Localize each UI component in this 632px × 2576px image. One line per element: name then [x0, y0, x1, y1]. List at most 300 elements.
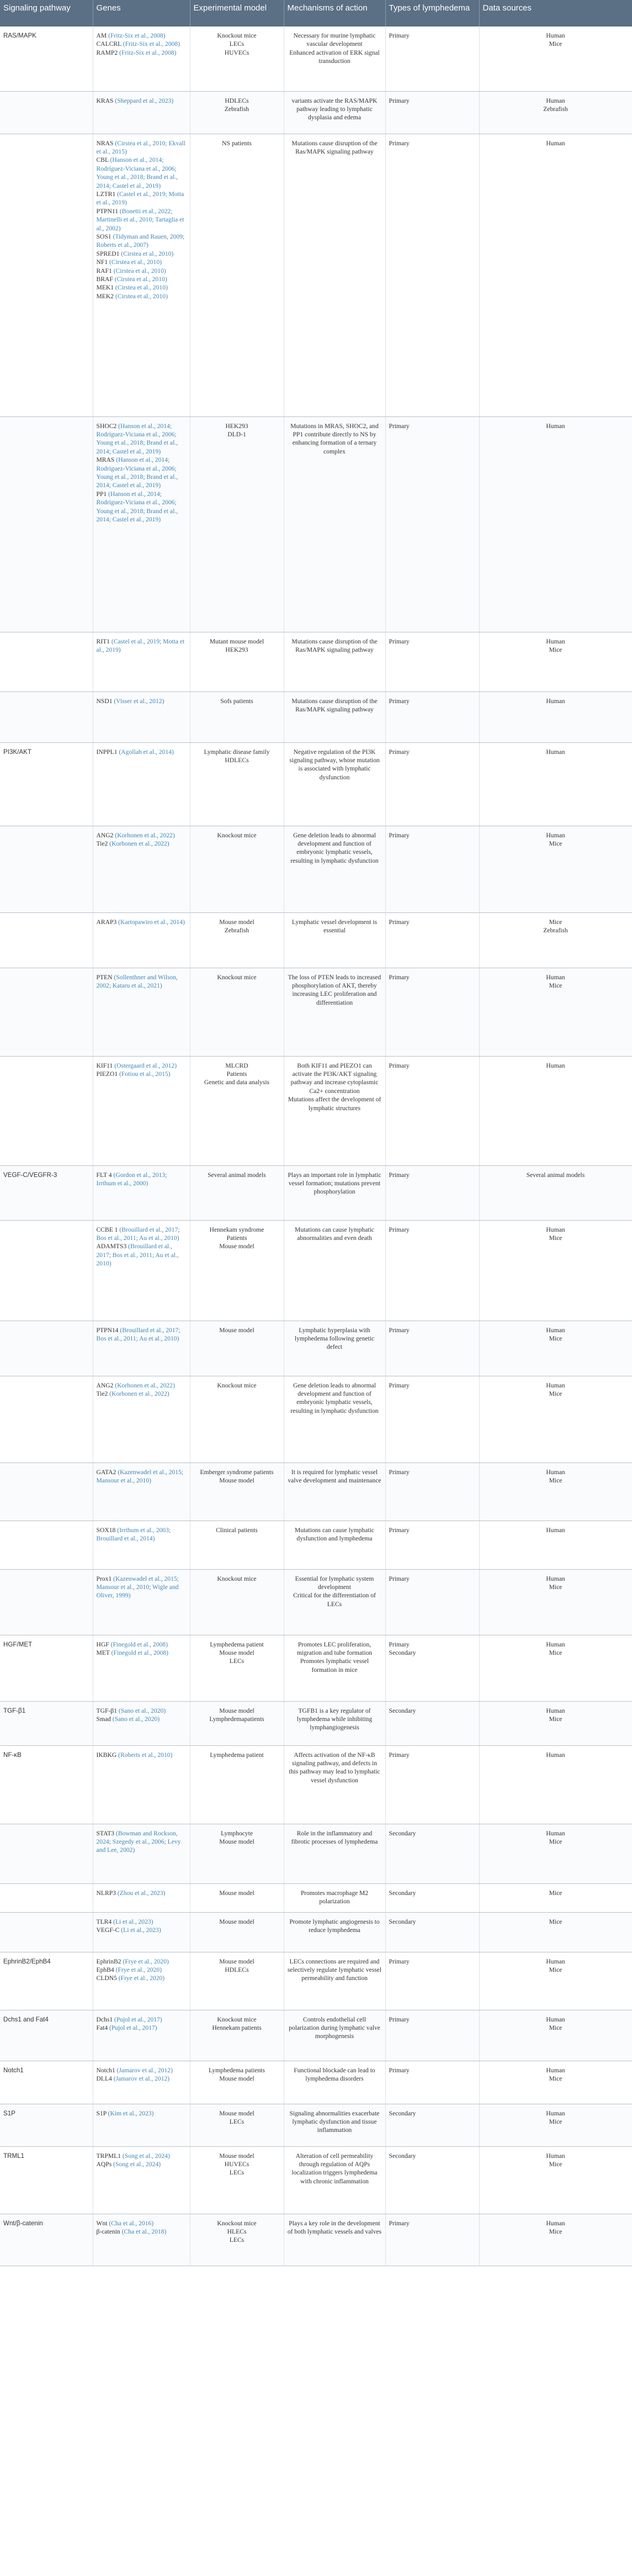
table-row: [0, 1569, 632, 1635]
cell-signaling-pathway: [0, 632, 93, 691]
cell-experimental-model: [190, 632, 284, 691]
model-item: Lymphedemapatients: [209, 1715, 264, 1723]
source-item: Human: [546, 139, 565, 147]
gene-entry: [97, 973, 187, 990]
cell-mechanism: [284, 91, 385, 134]
cell-genes: [93, 1745, 190, 1824]
cell-lymphedema-type: [385, 2146, 479, 2214]
cell-signaling-pathway: TGF-β1: [0, 1701, 93, 1745]
cell-signaling-pathway: S1P: [0, 2104, 93, 2146]
source-item: Human: [546, 1468, 565, 1476]
gene-citation-link[interactable]: (Roberts et al., 2010): [118, 1751, 173, 1759]
cell-data-sources: [479, 968, 632, 1056]
cell-data-sources: [479, 134, 632, 416]
cell-signaling-pathway: [0, 1220, 93, 1321]
cell-genes: [93, 632, 190, 691]
gene-citation-link[interactable]: (Korhonen et al., 2022): [115, 831, 175, 839]
mechanism-item: Negative regulation of the PI3K signaling pathway, whose mutation is associated with lymphatic dysfunction: [289, 748, 380, 781]
mechanism-item: Mutations cause disruption of the Ras/MAPK signaling pathway: [291, 697, 378, 713]
cell-data-sources: [479, 1701, 632, 1745]
gene-entry: [97, 2109, 187, 2118]
gene-entry: [97, 1381, 187, 1390]
mechanism-item: Mutations in MRAS, SHOC2, and PP1 contribute directly to NS by enhancing formation of a ternary complex: [290, 422, 379, 455]
source-item: Mice: [549, 40, 562, 48]
table-row: [0, 91, 632, 134]
source-item: Human: [546, 422, 565, 430]
gene-name: STAT3: [96, 1829, 115, 1837]
gene-name: KIF11: [96, 1062, 113, 1069]
gene-entry: [97, 1226, 187, 1243]
gene-entry: [97, 1649, 187, 1657]
gene-entry: [97, 1829, 187, 1855]
gene-entry: [97, 2152, 187, 2160]
type-item: Secondary: [389, 1707, 416, 1714]
source-item: Human: [546, 2066, 565, 2074]
mechanism-item: Role in the inflammatory and fibrotic processes of lymphedema: [291, 1829, 378, 1845]
cell-experimental-model: [190, 1321, 284, 1376]
gene-citation-link[interactable]: (Frye et al., 2020): [118, 1975, 165, 1982]
model-item: Knockout mice: [217, 831, 257, 839]
cell-genes: [93, 1701, 190, 1745]
gene-name: AQPs: [96, 2160, 112, 2168]
cell-genes: [93, 1463, 190, 1521]
model-item: DLD-1: [227, 430, 246, 438]
gene-citation-link[interactable]: (Fritz-Six et al., 2008): [119, 49, 177, 56]
gene-citation-link[interactable]: (Cirstea et al., 2010): [113, 267, 166, 275]
source-item: Mice: [549, 646, 562, 653]
source-item: Mice: [549, 1966, 562, 1973]
cell-data-sources: [479, 1912, 632, 1952]
mechanism-item: Plays a key role in the development of both lymphatic vessels and valves: [287, 2219, 382, 2235]
gene-name: TGF-β1: [96, 1707, 117, 1714]
cell-mechanism: [284, 2104, 385, 2146]
cell-signaling-pathway: [0, 1824, 93, 1883]
source-item: Mice: [549, 1889, 562, 1897]
model-item: Hennekam syndrome: [209, 1226, 264, 1233]
table-row: [0, 2214, 632, 2266]
model-item: Sofs patients: [220, 697, 253, 705]
gene-entry: [97, 1918, 187, 1926]
source-item: Human: [546, 32, 565, 39]
gene-citation-link[interactable]: (Irrthum et al., 2003; Brouillard et al., 2014): [96, 1526, 171, 1542]
gene-name: LZTR1: [96, 190, 116, 198]
cell-lymphedema-type: [385, 1701, 479, 1745]
gene-citation-link[interactable]: (Cirstea et al., 2010): [115, 292, 168, 300]
source-item: Human: [546, 697, 565, 705]
gene-name: AM: [96, 32, 107, 39]
gene-citation-link[interactable]: (Bowman and Rockson, 2024; Szegedy et al., 2006; Levy and Lee, 2002): [96, 1829, 181, 1854]
cell-signaling-pathway: Notch1: [0, 2061, 93, 2104]
mechanism-item: Functional blockade can lead to lymphedema disorders: [294, 2066, 375, 2082]
cell-signaling-pathway: [0, 1321, 93, 1376]
source-item: Mice: [549, 2227, 562, 2235]
cell-genes: [93, 416, 190, 632]
gene-name: ARAP3: [96, 918, 117, 926]
source-item: Human: [546, 1526, 565, 1534]
table-row: [0, 2010, 632, 2061]
type-item: Secondary: [389, 2152, 416, 2160]
cell-lymphedema-type: [385, 1952, 479, 2010]
model-item: Mouse model: [219, 1649, 254, 1656]
mechanism-item: Enhanced activation of ERK signal transduction: [289, 49, 380, 65]
gene-name: BRAF: [96, 276, 113, 283]
mechanism-item: Critical for the differentiation of LECs: [293, 1592, 376, 1608]
source-item: Human: [546, 2152, 565, 2160]
cell-data-sources: [479, 1569, 632, 1635]
gene-name: CALCRL: [96, 40, 121, 48]
gene-entry: [97, 2066, 187, 2074]
mechanism-item: Both KIF11 and PIEZO1 can activate the PI3K/AKT signaling pathway and increase cytoplasmic Ca2+ concentration: [290, 1062, 379, 1095]
gene-citation-link[interactable]: (Brouillard et al., 2017; Bos et al., 2011; Au et al., 2010): [96, 1226, 180, 1242]
gene-name: IKBKG: [96, 1751, 117, 1759]
model-item: Knockout mice: [217, 1381, 257, 1389]
table-row: [0, 416, 632, 632]
cell-mechanism: [284, 1056, 385, 1165]
cell-signaling-pathway: Wnt/β-catenin: [0, 2214, 93, 2266]
cell-genes: [93, 1824, 190, 1883]
cell-experimental-model: [190, 1701, 284, 1745]
model-item: HLECs: [227, 2227, 247, 2235]
gene-citation-link[interactable]: (Jamarov et al., 2012): [116, 2066, 173, 2074]
mechanism-item: Lymphatic vessel development is essential: [291, 918, 378, 934]
cell-lymphedema-type: [385, 1883, 479, 1912]
cell-experimental-model: [190, 826, 284, 912]
cell-lymphedema-type: [385, 912, 479, 968]
gene-citation-link[interactable]: (Sheppard et al., 2023): [115, 97, 174, 104]
type-item: Primary: [389, 1526, 410, 1534]
cell-data-sources: [479, 1463, 632, 1521]
gene-citation-link[interactable]: (Sano et al., 2020): [118, 1707, 166, 1714]
cell-lymphedema-type: [385, 2104, 479, 2146]
cell-lymphedema-type: [385, 1056, 479, 1165]
gene-citation-link[interactable]: (Cirstea et al., 2010; Ekvall et al., 2015): [96, 139, 185, 155]
gene-citation-link[interactable]: (Frye et al., 2020): [115, 1966, 162, 1973]
gene-citation-link[interactable]: (Zhou et al., 2023): [117, 1889, 166, 1897]
cell-lymphedema-type: [385, 826, 479, 912]
cell-genes: [93, 1883, 190, 1912]
gene-name: SPRED1: [96, 250, 120, 257]
mechanism-item: Promotes lymphatic vessel formation in mice: [300, 1657, 369, 1674]
cell-experimental-model: [190, 1521, 284, 1569]
gene-entry: [97, 1926, 187, 1934]
model-item: Emberger syndrome patients: [200, 1468, 274, 1476]
gene-name: EphB4: [96, 1966, 114, 1973]
model-item: MLCRD: [225, 1062, 248, 1069]
source-item: Human: [546, 973, 565, 981]
gene-citation-link[interactable]: (Finegold et al., 2008): [110, 1640, 168, 1648]
gene-entry: [97, 190, 187, 207]
cell-data-sources: [479, 1376, 632, 1463]
model-item: Lymphocyte: [221, 1829, 253, 1837]
model-item: Mouse model: [219, 2109, 254, 2117]
source-item: Mice: [549, 2118, 562, 2125]
type-item: Primary: [389, 2015, 410, 2023]
model-item: Knockout mice: [217, 973, 257, 981]
gene-entry: [97, 31, 187, 40]
gene-citation-link[interactable]: (Hanson et al., 2014; Rodríguez-Viciana et al., 2006; Young et al., 2018; Brand et al., 2014; Castel et al., 2019): [96, 422, 178, 455]
mechanism-item: The loss of PTEN leads to increased phosphorylation of AKT, thereby increasing LEC proliferation and differentiation: [288, 973, 381, 1006]
gene-citation-link[interactable]: (Fritz-Six et al., 2008): [108, 32, 166, 39]
cell-genes: [93, 968, 190, 1056]
cell-experimental-model: [190, 2214, 284, 2266]
source-item: Mice: [549, 1234, 562, 1242]
cell-lymphedema-type: [385, 1824, 479, 1883]
type-item: Secondary: [389, 1889, 416, 1897]
gene-entry: [97, 1468, 187, 1485]
gene-citation-link[interactable]: (Li et al., 2023): [121, 1926, 161, 1934]
cell-mechanism: [284, 1321, 385, 1376]
cell-genes: [93, 2146, 190, 2214]
source-item: Human: [546, 1957, 565, 1965]
gene-entry: [97, 1242, 187, 1268]
source-item: Mice: [549, 1583, 562, 1591]
gene-citation-link[interactable]: (Kim et al., 2023): [108, 2109, 154, 2117]
gene-citation-link[interactable]: (Kazenwadel et al., 2015; Mansour et al., 2010; Wigle and Oliver, 1999): [96, 1575, 179, 1600]
cell-data-sources: [479, 2104, 632, 2146]
gene-citation-link[interactable]: (Cirstea et al., 2010): [114, 276, 167, 283]
type-item: Primary: [389, 1575, 410, 1582]
gene-entry: [97, 2074, 187, 2083]
gene-citation-link[interactable]: (Fritz-Six et al., 2008): [123, 40, 180, 48]
gene-citation-link[interactable]: (Frye et al., 2020): [123, 1957, 169, 1965]
gene-citation-link[interactable]: (Korhonen et al., 2022): [115, 1381, 175, 1389]
table-row: [0, 1521, 632, 1569]
source-item: Mice: [549, 2024, 562, 2031]
gene-citation-link[interactable]: (Ostergaard et al., 2012): [114, 1062, 177, 1069]
gene-citation-link[interactable]: (Hanson et al., 2014; Rodríguez-Viciana et al., 2006; Young et al., 2018; Brand et al., 2014; Castel et al., 2019): [96, 456, 178, 489]
cell-data-sources: [479, 1883, 632, 1912]
table-row: [0, 1745, 632, 1824]
model-item: HUVECs: [224, 49, 249, 56]
source-item: Mice: [549, 1476, 562, 1484]
model-item: Lymphatic disease family: [204, 748, 270, 756]
model-item: Mouse model: [219, 1889, 254, 1897]
model-item: Mouse model: [219, 1838, 254, 1845]
gene-entry: [97, 1070, 187, 1078]
source-item: Human: [546, 2109, 565, 2117]
cell-genes: [93, 1635, 190, 1701]
model-item: LECs: [229, 2118, 245, 2125]
gene-name: FLT 4: [96, 1171, 112, 1179]
cell-experimental-model: [190, 2061, 284, 2104]
model-item: LECs: [229, 2169, 245, 2177]
gene-citation-link[interactable]: (Kazenwadel et al., 2015; Mansour et al., 2010): [96, 1468, 183, 1484]
type-item: Primary: [389, 97, 410, 104]
gene-name: RAF1: [96, 267, 112, 275]
source-item: Human: [546, 637, 565, 645]
cell-signaling-pathway: VEGF-C/VEGFR-3: [0, 1165, 93, 1220]
gene-citation-link[interactable]: (Hanson et al., 2014; Rodríguez-Viciana et al., 2006; Young et al., 2018; Brand et al., 2014; Castel et al., 2019): [96, 156, 178, 189]
header-genes: Genes: [93, 0, 190, 27]
cell-signaling-pathway: [0, 91, 93, 134]
cell-lymphedema-type: [385, 1745, 479, 1824]
gene-citation-link[interactable]: (Gordon et al., 2013; Irrthum et al., 2000): [96, 1171, 167, 1187]
cell-genes: [93, 2104, 190, 2146]
table-row: [0, 1376, 632, 1463]
cell-mechanism: [284, 1883, 385, 1912]
header-data-sources: Data sources: [479, 0, 632, 27]
gene-entry: [97, 1751, 187, 1759]
type-item: Primary: [389, 973, 410, 981]
source-item: Mice: [549, 2160, 562, 2168]
table-row: [0, 1912, 632, 1952]
cell-experimental-model: [190, 742, 284, 826]
table-row: [0, 1165, 632, 1220]
gene-citation-link[interactable]: (Brouillard et al., 2017; Bos et al., 2011; Au et al., 2010): [96, 1326, 180, 1342]
gene-name: Tie2: [96, 840, 108, 847]
cell-mechanism: [284, 2146, 385, 2214]
gene-citation-link[interactable]: (Bonetti et al., 2022; Martinelli et al., 2010; Tartaglia et al., 2002): [96, 207, 184, 232]
type-item: Primary: [389, 422, 410, 430]
type-item: Primary: [389, 2066, 410, 2074]
cell-mechanism: [284, 691, 385, 742]
cell-genes: [93, 1569, 190, 1635]
model-item: HUVECs: [224, 2160, 249, 2168]
gene-citation-link[interactable]: (Cirstea et al., 2010): [109, 258, 162, 266]
gene-citation-link[interactable]: (Hanson et al., 2014; Rodríguez-Viciana et al., 2006; Young et al., 2018; Brand et al., 2014; Castel et al., 2019): [96, 490, 178, 523]
cell-data-sources: [479, 691, 632, 742]
cell-mechanism: [284, 416, 385, 632]
source-item: Zebrafish: [543, 105, 568, 113]
table-row: [0, 912, 632, 968]
cell-lymphedema-type: [385, 1321, 479, 1376]
gene-citation-link[interactable]: (Sollenthner and Wilson, 2002; Kataru et al., 2021): [96, 973, 178, 989]
gene-citation-link[interactable]: (Jamarov et al., 2012): [113, 2074, 170, 2082]
gene-citation-link[interactable]: (Cha et al., 2016): [109, 2219, 154, 2227]
table-row: [0, 1883, 632, 1912]
source-item: Human: [546, 1226, 565, 1233]
gene-name: S1P: [96, 2109, 107, 2117]
gene-citation-link[interactable]: (Cirstea et al., 2010): [121, 250, 174, 257]
gene-entry: [97, 1062, 187, 1070]
gene-entry: [97, 490, 187, 524]
model-item: Lymphedema patients: [208, 2066, 265, 2074]
mechanism-item: Mutations cause disruption of the Ras/MAPK signaling pathway: [291, 637, 378, 653]
mechanism-item: LECs connections are required and selectively regulate lymphatic vessel permeability and function: [287, 1957, 382, 1982]
cell-genes: [93, 1912, 190, 1952]
header-experimental-model: Experimental model: [190, 0, 284, 27]
cell-data-sources: [479, 1635, 632, 1701]
gene-citation-link[interactable]: (Song et al., 2024): [122, 2152, 170, 2160]
table-row: [0, 1701, 632, 1745]
mechanism-item: It is required for lymphatic vessel valve development and maintenance: [288, 1468, 381, 1484]
model-item: HDLECs: [225, 97, 249, 104]
table-row: [0, 826, 632, 912]
gene-entry: [97, 637, 187, 654]
gene-citation-link[interactable]: (Song et al., 2024): [113, 2160, 161, 2168]
gene-entry: [97, 97, 187, 105]
gene-citation-link[interactable]: (Tidyman and Rauen, 2009; Roberts et al., 2007): [96, 233, 185, 249]
gene-name: CLDN5: [96, 1975, 117, 1982]
model-item: Mouse model: [219, 2074, 254, 2082]
source-item: Mice: [549, 918, 562, 926]
cell-genes: [93, 2061, 190, 2104]
type-item: Primary: [389, 831, 410, 839]
gene-citation-link[interactable]: (Agollah et al., 2014): [119, 748, 174, 756]
cell-genes: [93, 1521, 190, 1569]
gene-entry: [97, 1957, 187, 1966]
mechanism-item: Mutations affect the development of lymphatic structures: [288, 1096, 381, 1112]
gene-name: GATA2: [96, 1468, 116, 1476]
gene-name: EphrinB2: [96, 1957, 121, 1965]
gene-citation-link[interactable]: (Kartopawiro et al., 2014): [118, 918, 185, 926]
cell-signaling-pathway: [0, 968, 93, 1056]
cell-experimental-model: [190, 2010, 284, 2061]
gene-citation-link[interactable]: (Korhonen et al., 2022): [109, 840, 169, 847]
gene-citation-link[interactable]: (Pujol et al., 2017): [114, 2015, 162, 2023]
cell-lymphedema-type: [385, 1165, 479, 1220]
gene-name: HGF: [96, 1640, 109, 1648]
cell-mechanism: [284, 1165, 385, 1220]
gene-name: Prox1: [96, 1575, 112, 1582]
mechanism-item: Signaling abnormalities exacerbate lymphatic dysfunction and tissue inflammation: [289, 2109, 380, 2134]
gene-entry: [97, 748, 187, 756]
cell-data-sources: [479, 1952, 632, 2010]
cell-genes: [93, 91, 190, 134]
gene-name: TLR4: [96, 1918, 112, 1925]
gene-citation-link[interactable]: (Cirstea et al., 2010): [115, 284, 168, 292]
type-item: Secondary: [389, 1649, 416, 1656]
gene-name: Notch1: [96, 2066, 115, 2074]
gene-name: NLRP3: [96, 1889, 116, 1897]
gene-entry: [97, 267, 187, 275]
type-item: Primary: [389, 1381, 410, 1389]
cell-mechanism: [284, 1376, 385, 1463]
table-row: [0, 27, 632, 91]
gene-citation-link[interactable]: (Sano et al., 2020): [112, 1715, 160, 1723]
gene-citation-link[interactable]: (Cha et al., 2018): [121, 2227, 167, 2235]
cell-mechanism: [284, 1220, 385, 1321]
gene-name: β-catenin: [96, 2227, 120, 2235]
gene-citation-link[interactable]: (Pujol et al., 2017): [109, 2024, 157, 2031]
gene-citation-link[interactable]: (Finegold et al., 2008): [111, 1649, 169, 1656]
gene-name: PTPN14: [96, 1326, 119, 1334]
gene-citation-link[interactable]: (Brouillard et al., 2017; Bos et al., 2011; Au et al., 2010): [96, 1243, 179, 1268]
cell-experimental-model: [190, 1165, 284, 1220]
table-header-row: [0, 0, 632, 27]
cell-data-sources: [479, 1220, 632, 1321]
table-row: [0, 2104, 632, 2146]
model-item: HDLECs: [225, 756, 249, 764]
source-item: Mice: [549, 1838, 562, 1845]
gene-name: PIEZO1: [96, 1070, 118, 1078]
gene-name: ADAMTS3: [96, 1243, 127, 1250]
gene-entry: [97, 1326, 187, 1343]
cell-experimental-model: [190, 1952, 284, 2010]
gene-citation-link[interactable]: (Fotiou et al., 2015): [119, 1070, 171, 1078]
type-item: Primary: [389, 32, 410, 39]
source-item: Mice: [549, 1715, 562, 1723]
table-row: [0, 2146, 632, 2214]
gene-entry: [97, 1171, 187, 1188]
type-item: Primary: [389, 748, 410, 756]
gene-name: Fat4: [96, 2024, 108, 2031]
gene-name: Smad: [96, 1715, 111, 1723]
model-item: Mouse model: [219, 2152, 254, 2160]
source-item: Human: [546, 1640, 565, 1648]
gene-citation-link[interactable]: (Castel et al., 2019; Motta et al., 2019): [96, 637, 185, 653]
gene-citation-link[interactable]: (Li et al., 2023): [113, 1918, 153, 1925]
cell-genes: [93, 27, 190, 91]
table-row: [0, 134, 632, 416]
gene-citation-link[interactable]: (Castel et al., 2019; Motta et al., 2019): [96, 190, 184, 207]
type-item: Primary: [389, 1751, 410, 1759]
mechanism-item: Lymphatic hyperplasia with lymphedema following genetic defect: [294, 1326, 375, 1351]
model-item: LECs: [229, 40, 245, 48]
gene-citation-link[interactable]: (Korhonen et al., 2022): [109, 1390, 169, 1397]
source-item: Human: [546, 1751, 565, 1759]
gene-citation-link[interactable]: (Visser et al., 2012): [114, 697, 164, 705]
